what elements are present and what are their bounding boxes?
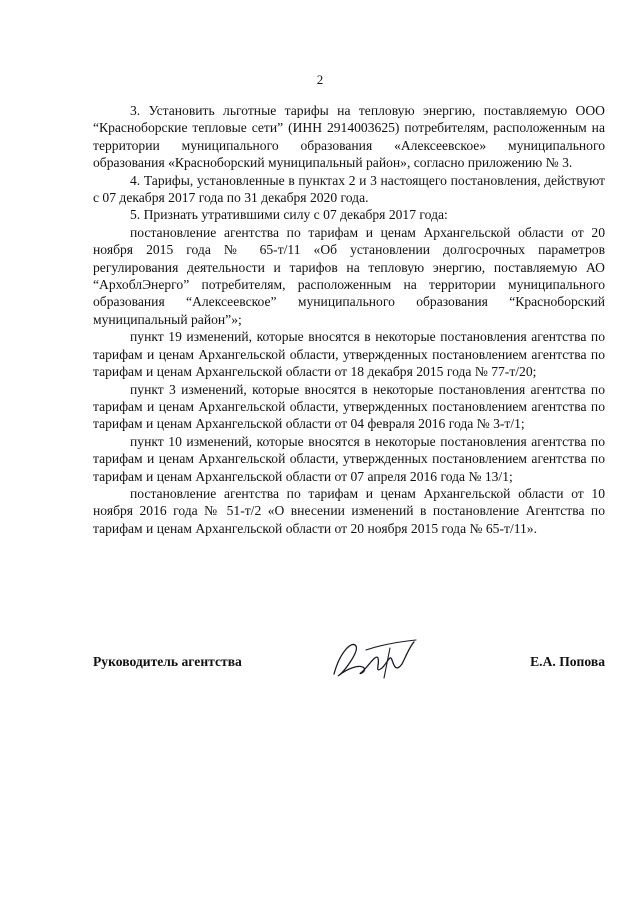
repealed-act-2: пункт 19 изменений, которые вносятся в некоторые постановления агентства по тарифам и ценам Архангельской области, утвержденных постановлением агентства по тарифам и ценам Архангельской области от 18 декабря 2015 года № 77-т/20;: [93, 329, 605, 380]
repealed-act-3: пункт 3 изменений, которые вносятся в некоторые постановления агентства по тарифам и ценам Архангельской области, утвержденных постановлением агентства по тарифам и ценам Архангельской области от 04 февраля 2016 года № 3-т/1;: [93, 381, 605, 432]
document-body: [93, 102, 605, 537]
paragraph-item-4: 4. Тарифы, установленные в пунктах 2 и 3 настоящего постановления, действуют с 07 декабря 2017 года по 31 декабря 2020 года.: [93, 172, 605, 206]
signatory-title: Руководитель агентства: [93, 654, 242, 669]
signatory-name: Е.А. Попова: [530, 654, 605, 669]
signature-block: [93, 646, 605, 686]
repealed-act-1: постановление агентства по тарифам и ценам Архангельской области от 20 ноября 2015 года № 65-т/11 «Об установлении долгосрочных параметров регулирования деятельности и тарифов на тепловую энергию, поставляемую АО “АрхоблЭнерго” потребителям, расположенным на территории муниципального образования “Алексеевское” муниципального образования “Красноборский муниципальный район”»;: [93, 224, 605, 327]
page-number: 2: [316, 72, 324, 87]
repealed-act-4: пункт 10 изменений, которые вносятся в некоторые постановления агентства по тарифам и ценам Архангельской области, утвержденных постановлением агентства по тарифам и ценам Архангельской области от 07 апреля 2016 года № 13/1;: [93, 433, 605, 484]
paragraph-item-5: 5. Признать утратившими силу с 07 декабря 2017 года:: [130, 207, 448, 223]
paragraph-item-3: 3. Установить льготные тарифы на тепловую энергию, поставляемую ООО “Красноборские тепловые сети” (ИНН 2914003625) потребителям, расположенным на территории муниципального образования «Алексеевское» муниципального образования «Красноборский муниципальный район», согласно приложению № 3.: [93, 103, 605, 171]
handwritten-signature: [326, 634, 426, 684]
repealed-act-5: постановление агентства по тарифам и ценам Архангельской области от 10 ноября 2016 года № 51-т/2 «О внесении изменений в постановление Агентства по тарифам и ценам Архангельской области от 20 ноября 2015 года № 65-т/11».: [93, 485, 605, 536]
